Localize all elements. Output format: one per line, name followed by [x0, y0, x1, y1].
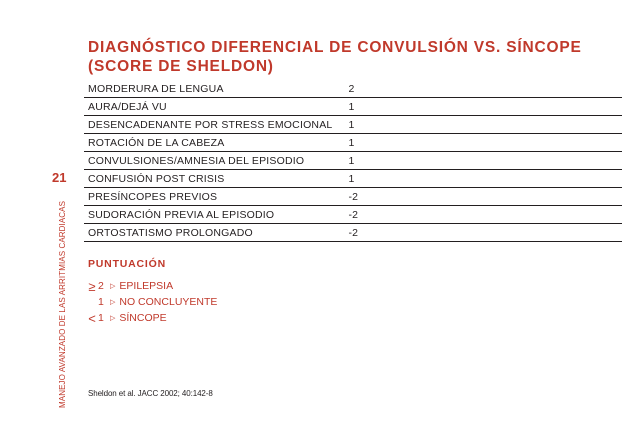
- criterion-points: -2: [332, 188, 622, 206]
- scoring-results: [86, 278, 217, 326]
- comparison-symbol: <: [88, 310, 96, 326]
- list-item: [86, 278, 217, 294]
- triangle-right-icon: ▷: [110, 299, 116, 306]
- page-number: 21: [52, 170, 67, 185]
- criterion-label: ORTOSTATISMO PROLONGADO: [84, 224, 332, 242]
- criterion-points: 1: [332, 98, 622, 116]
- list-item: [86, 310, 217, 326]
- title-line-1: DIAGNÓSTICO DIFERENCIAL DE CONVULSIÓN VS. SÍNCOPE: [88, 39, 582, 56]
- score-result: NO CONCLUYENTE: [119, 296, 218, 308]
- criterion-label: MORDERURA DE LENGUA: [84, 80, 332, 98]
- criterion-label: CONFUSIÓN POST CRISIS: [84, 170, 332, 188]
- score-threshold: 1: [98, 312, 104, 324]
- criterion-points: 1: [332, 134, 622, 152]
- sheldon-score-table: [84, 80, 622, 242]
- criterion-points: 1: [332, 170, 622, 188]
- comparison-symbol: ≥: [88, 278, 96, 294]
- criterion-label: CONVULSIONES/AMNESIA DEL EPISODIO: [84, 152, 332, 170]
- list-item: [86, 294, 217, 310]
- score-threshold: 2: [98, 280, 104, 292]
- table-row: [84, 116, 622, 134]
- criterion-points: 2: [332, 80, 622, 98]
- table-row: [84, 188, 622, 206]
- table-row: [84, 170, 622, 188]
- title-line-2: (SCORE DE SHELDON): [88, 58, 274, 75]
- criterion-label: DESENCADENANTE POR STRESS EMOCIONAL: [84, 116, 332, 134]
- criterion-points: -2: [332, 224, 622, 242]
- criterion-points: 1: [332, 152, 622, 170]
- triangle-right-icon: ▷: [110, 283, 116, 290]
- criterion-label: SUDORACIÓN PREVIA AL EPISODIO: [84, 206, 332, 224]
- page-title: [88, 38, 608, 76]
- side-running-title: MANEJO AVANZADO DE LAS ARRITMIAS CARDIACAS: [58, 200, 67, 408]
- table-row: [84, 98, 622, 116]
- criterion-points: 1: [332, 116, 622, 134]
- citation: Sheldon et al. JACC 2002; 40:142-8: [88, 389, 213, 398]
- table-row: [84, 224, 622, 242]
- table-row: [84, 134, 622, 152]
- triangle-right-icon: ▷: [110, 315, 116, 322]
- scoring-heading: PUNTUACIÓN: [88, 258, 166, 270]
- score-result: EPILEPSIA: [119, 280, 174, 292]
- score-result: SÍNCOPE: [119, 312, 167, 324]
- criterion-label: ROTACIÓN DE LA CABEZA: [84, 134, 332, 152]
- criterion-points: -2: [332, 206, 622, 224]
- criterion-label: AURA/DEJÁ VU: [84, 98, 332, 116]
- criterion-label: PRESÍNCOPES PREVIOS: [84, 188, 332, 206]
- table-row: [84, 152, 622, 170]
- table-row: [84, 80, 622, 98]
- score-threshold: 1: [98, 296, 104, 308]
- table-row: [84, 206, 622, 224]
